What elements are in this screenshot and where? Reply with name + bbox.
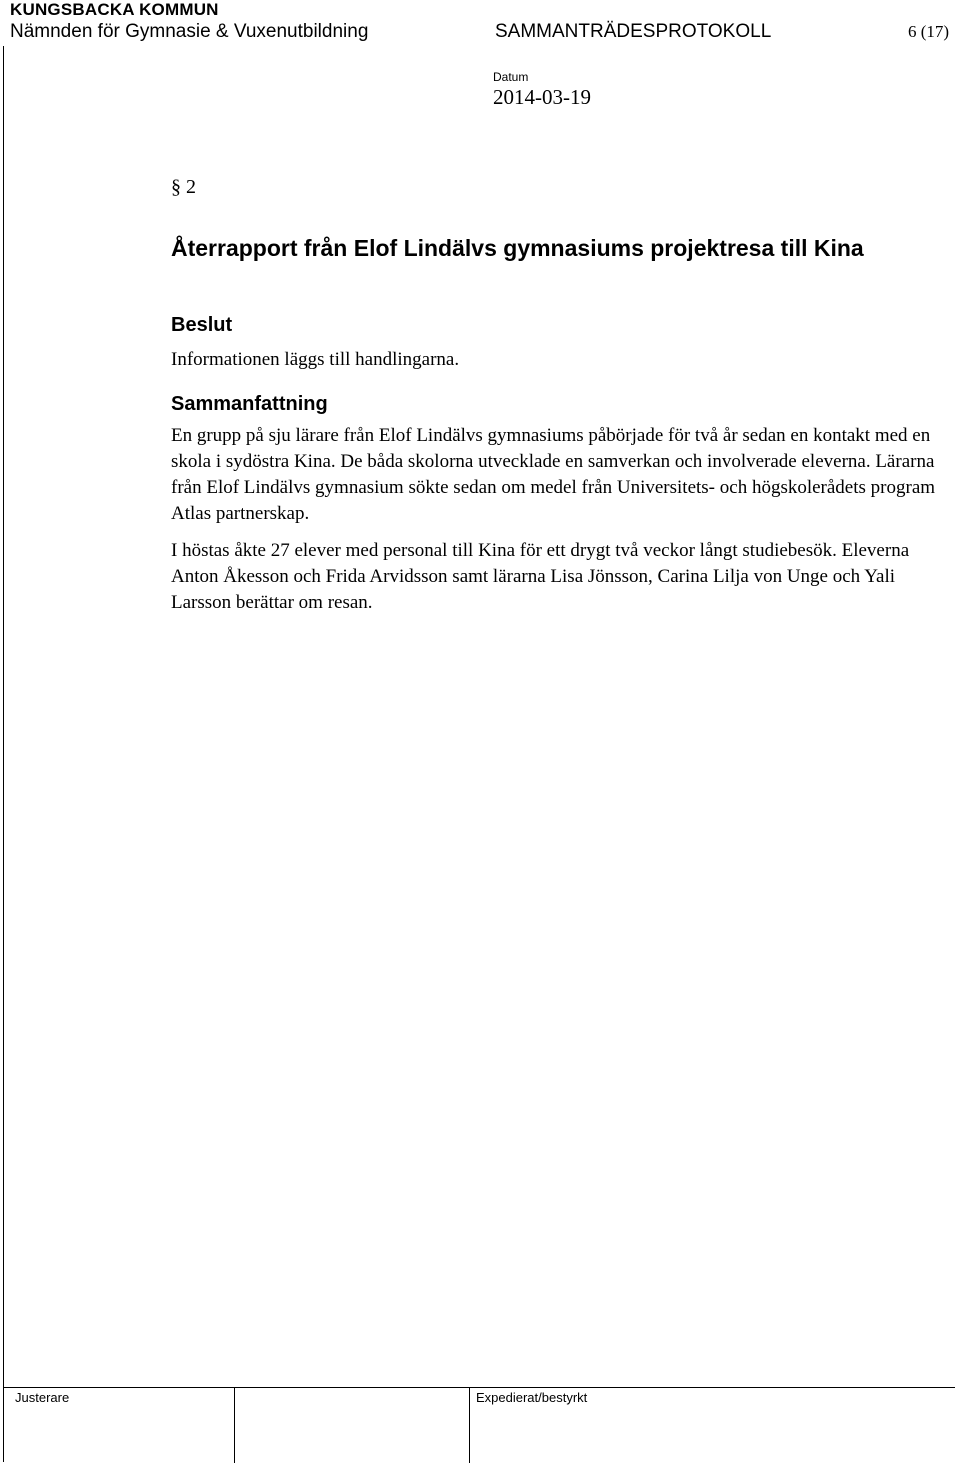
- left-margin-rule: [3, 46, 4, 1462]
- org-name: KUNGSBACKA KOMMUN: [10, 0, 219, 19]
- date-value: 2014-03-19: [493, 85, 591, 109]
- document-type: SAMMANTRÄDESPROTOKOLL: [495, 21, 772, 42]
- footer-dispatched-label: Expedierat/bestyrkt: [476, 1390, 588, 1405]
- page-number: 6 (17): [908, 22, 950, 41]
- summary-paragraph-1: En grupp på sju lärare från Elof Lindälvs gymnasiums påbörjade för två år sedan en kontakt med en skola i sydöstra Kina. De båda skolorna utvecklade en samverkan och involverade eleverna. Lärarna från Elof Lindälvs gymnasium sökte sedan om medel från Universitets- och högskolerådets program Atlas partnerskap.: [171, 425, 936, 524]
- item-title: Återrapport från Elof Lindälvs gymnasiums projektresa till Kina: [171, 235, 864, 261]
- date-label: Datum: [493, 70, 529, 84]
- footer-adjuster-label: Justerare: [15, 1390, 70, 1405]
- footer-rule: [3, 1387, 955, 1388]
- committee-name: Nämnden för Gymnasie & Vuxenutbildning: [10, 21, 369, 42]
- decision-heading: Beslut: [171, 314, 233, 336]
- footer-divider: [234, 1387, 235, 1463]
- summary-heading: Sammanfattning: [171, 393, 328, 415]
- paragraph-number: § 2: [171, 176, 196, 198]
- decision-text: Informationen läggs till handlingarna.: [171, 349, 460, 370]
- summary-paragraph-2: I höstas åkte 27 elever med personal till Kina för ett drygt två veckor långt studiebesök. Eleverna Anton Åkesson och Frida Arvidsson samt lärarna Lisa Jönsson, Carina Lilja von Unge och Yali Larsson berättar om resan.: [171, 540, 910, 613]
- footer-divider: [469, 1387, 470, 1463]
